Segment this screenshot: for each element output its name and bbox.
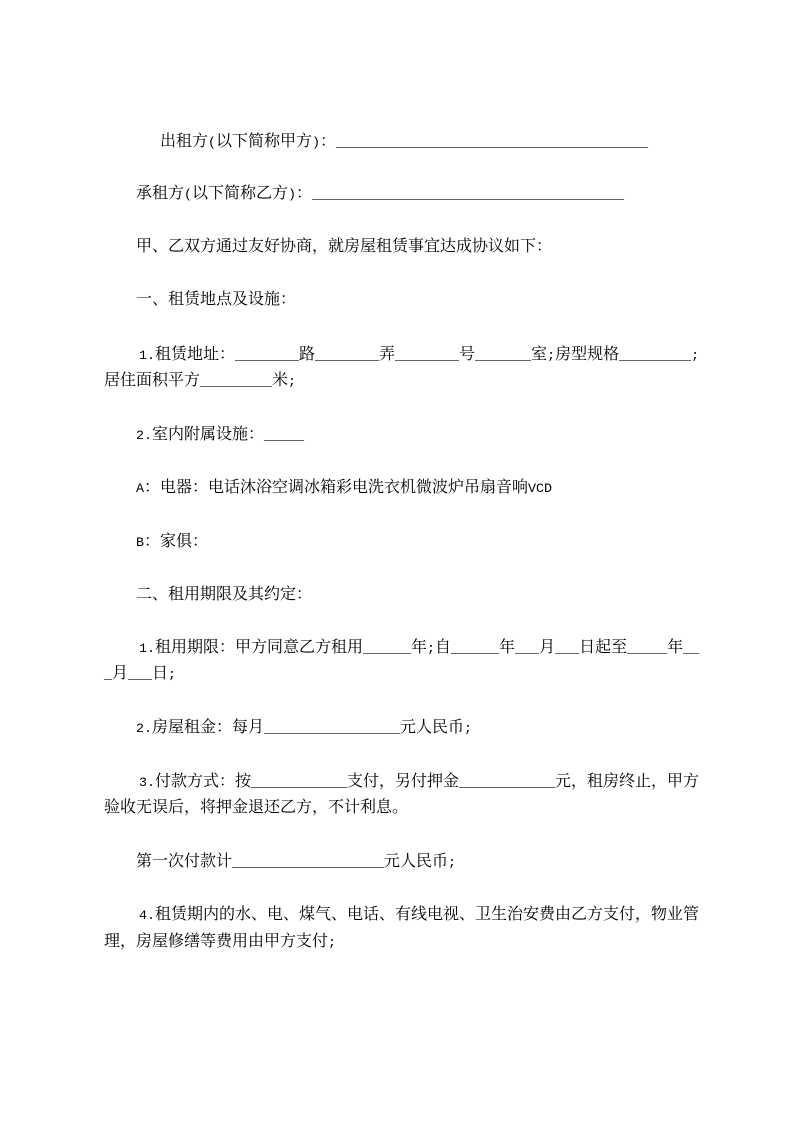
half-width-run: A — [136, 482, 144, 497]
payment-method-line-1: 3.付款方式：按____________支付，另付押金____________元，租房终止，甲方 — [139, 771, 700, 791]
half-width-run: 1. — [139, 349, 155, 364]
half-width-run: ________ — [315, 349, 380, 364]
lessor-line: 出租方(以下简称甲方)：_______________________________________ — [160, 131, 648, 151]
half-width-run: ____________ — [251, 776, 347, 791]
half-width-run: _____ — [264, 429, 305, 444]
half-width-run: ________ — [235, 349, 300, 364]
lease-term-line-1: 1.租用期限：甲方同意乙方租用______年;自______年___月___日起至_____年__ — [139, 637, 700, 657]
half-width-run: _______________________________________ — [312, 188, 624, 203]
half-width-run: ; — [288, 375, 297, 390]
half-width-run: 2. — [136, 722, 152, 737]
half-width-run: ____________ — [459, 776, 555, 791]
half-width-run: ) — [312, 136, 321, 151]
monthly-rent-line: 2.房屋租金：每月_________________元人民币; — [136, 717, 473, 737]
half-width-run: ; — [168, 668, 177, 683]
half-width-run: ( — [208, 136, 217, 151]
appliances-line: A：电器：电话沐浴空调冰箱彩电洗衣机微波炉吊扇音响VCD — [136, 477, 553, 497]
half-width-run: _________; — [619, 349, 700, 364]
half-width-run: ______ — [363, 642, 412, 657]
half-width-run: _________ — [200, 375, 272, 390]
half-width-run: 2. — [136, 429, 152, 444]
half-width-run: ; — [464, 722, 473, 737]
half-width-run: ( — [184, 188, 193, 203]
half-width-run: ___________________ — [232, 856, 384, 871]
lessee-line: 承租方(以下简称乙方)：_______________________________________ — [136, 183, 624, 203]
rental-address-line-1: 1.租赁地址：________路________弄________号_______室;房型规格_________; — [139, 344, 700, 364]
half-width-run: ___ — [128, 668, 153, 683]
half-width-run: ______ — [451, 642, 500, 657]
half-width-run: ___ — [555, 642, 580, 657]
furniture-line: B：家俱： — [136, 531, 209, 551]
half-width-run: VCD — [528, 482, 553, 497]
half-width-run: ; — [448, 856, 456, 871]
half-width-run: _____ — [627, 642, 668, 657]
fees-line-1: 4.租赁期内的水、电、煤气、电话、有线电视、卫生治安费由乙方支付，物业管 — [139, 904, 700, 924]
half-width-run: _______________________________________ — [336, 136, 648, 151]
preamble-text: 甲、乙双方通过友好协商，就房屋租赁事宜达成协议如下： — [136, 236, 553, 255]
half-width-run: __ — [683, 642, 700, 657]
half-width-run: _______ — [475, 349, 532, 364]
half-width-run: ; — [547, 349, 556, 364]
half-width-run: B — [136, 536, 144, 551]
fees-line-2: 理，房屋修缮等费用由甲方支付; — [104, 931, 337, 951]
half-width-run: 4. — [139, 909, 155, 924]
facilities-line: 2.室内附属设施：_____ — [136, 424, 305, 444]
section-2-heading: 二、租用期限及其约定： — [136, 584, 313, 603]
lease-term-line-2: _月___日; — [104, 663, 177, 683]
payment-method-line-2: 验收无误后，将押金退还乙方，不计利息。 — [104, 797, 409, 816]
section-1-heading: 一、租赁地点及设施： — [136, 289, 297, 308]
first-payment-line: 第一次付款计___________________元人民币; — [136, 851, 456, 871]
rental-address-line-2: 居住面积平方_________米; — [104, 370, 297, 390]
half-width-run: 3. — [139, 776, 155, 791]
half-width-run: ; — [427, 642, 436, 657]
half-width-run: ___ — [515, 642, 540, 657]
half-width-run: _ — [104, 668, 112, 683]
half-width-run: ________ — [395, 349, 460, 364]
half-width-run: _________________ — [264, 722, 400, 737]
half-width-run: 1. — [139, 642, 155, 657]
half-width-run: ; — [328, 936, 337, 951]
half-width-run: ) — [288, 188, 297, 203]
